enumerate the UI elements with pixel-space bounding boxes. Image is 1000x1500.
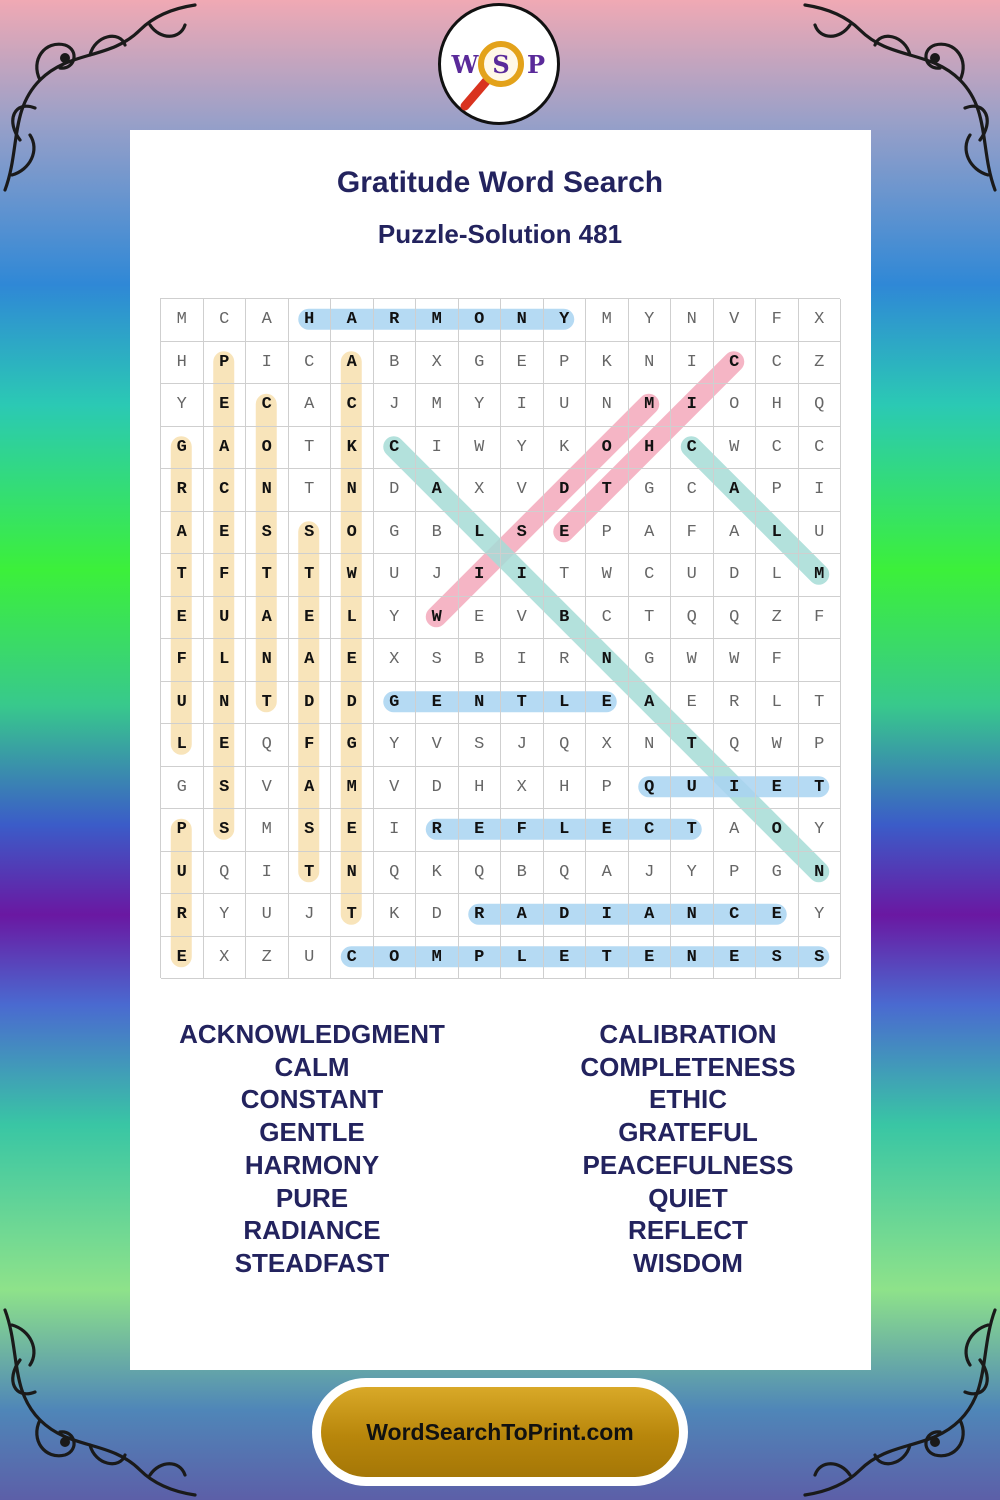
grid-cell: W <box>586 554 629 597</box>
grid-cell: Y <box>799 809 842 852</box>
grid-cell: C <box>671 469 714 512</box>
grid-cell: O <box>714 384 757 427</box>
grid-cell: M <box>416 299 459 342</box>
grid-cell: G <box>629 639 672 682</box>
grid-cell: S <box>501 512 544 555</box>
grid-cell: Y <box>799 894 842 937</box>
grid-cell: I <box>586 894 629 937</box>
grid-cell: U <box>799 512 842 555</box>
grid-cell: P <box>161 809 204 852</box>
grid-cell: F <box>501 809 544 852</box>
grid-cell: E <box>459 809 502 852</box>
grid-cell: W <box>671 639 714 682</box>
page-subtitle: Puzzle-Solution 481 <box>377 219 623 249</box>
grid-cell: F <box>756 639 799 682</box>
grid-cell: L <box>756 512 799 555</box>
word-list-item: CALIBRATION <box>599 1019 777 1049</box>
grid-cell: I <box>671 384 714 427</box>
grid-cell: T <box>331 894 374 937</box>
word-list-item: CONSTANT <box>240 1084 384 1115</box>
grid-cell: U <box>204 597 247 640</box>
grid-cell: G <box>161 427 204 470</box>
grid-cell <box>799 639 842 682</box>
grid-cell: Z <box>799 342 842 385</box>
grid-cell: Q <box>544 852 587 895</box>
grid-cell: T <box>671 809 714 852</box>
grid-cell: N <box>629 342 672 385</box>
grid-cell: N <box>799 852 842 895</box>
grid-cell: L <box>161 724 204 767</box>
grid-cell: V <box>246 767 289 810</box>
grid-cell: E <box>161 597 204 640</box>
grid-cell: D <box>331 682 374 725</box>
grid-cell: S <box>459 724 502 767</box>
grid-cell: D <box>416 894 459 937</box>
grid-cell: N <box>246 469 289 512</box>
grid-cell: L <box>756 682 799 725</box>
grid-cell: T <box>289 427 332 470</box>
grid-cell: O <box>756 809 799 852</box>
grid-cell: U <box>374 554 417 597</box>
grid-cell: M <box>586 299 629 342</box>
grid-cell: Y <box>501 427 544 470</box>
grid-cell: K <box>374 894 417 937</box>
grid-cell: J <box>629 852 672 895</box>
grid-cell: C <box>756 427 799 470</box>
grid-cell: I <box>714 767 757 810</box>
grid-cell: A <box>629 894 672 937</box>
grid-cell: C <box>246 384 289 427</box>
grid-cell: B <box>416 512 459 555</box>
grid-cell: L <box>204 639 247 682</box>
grid-cell: Y <box>459 384 502 427</box>
grid-cell: M <box>799 554 842 597</box>
grid-cell: K <box>331 427 374 470</box>
grid-cell: T <box>501 682 544 725</box>
grid-cell: I <box>416 427 459 470</box>
grid-cell: A <box>586 852 629 895</box>
grid-cell: H <box>289 299 332 342</box>
grid-cell: E <box>671 682 714 725</box>
grid-cell: X <box>374 639 417 682</box>
grid-cell: V <box>416 724 459 767</box>
grid-cell: P <box>459 937 502 980</box>
word-list-item: CALM <box>274 1051 350 1082</box>
grid-cell: U <box>544 384 587 427</box>
grid-cell: E <box>161 937 204 980</box>
grid-cell: K <box>544 427 587 470</box>
grid-cell: M <box>331 767 374 810</box>
grid-cell: Y <box>161 384 204 427</box>
grid-cell: I <box>501 384 544 427</box>
grid-cell: Q <box>204 852 247 895</box>
grid-cell: E <box>714 937 757 980</box>
grid-cell: S <box>246 512 289 555</box>
grid-cell: W <box>459 427 502 470</box>
grid-cell: T <box>246 682 289 725</box>
grid-cell: H <box>756 384 799 427</box>
grid-cell: C <box>204 299 247 342</box>
grid-cell: C <box>714 342 757 385</box>
grid-cell: O <box>374 937 417 980</box>
grid-cell: F <box>756 299 799 342</box>
grid-cell: S <box>204 809 247 852</box>
grid-cell: T <box>671 724 714 767</box>
grid-cell: J <box>416 554 459 597</box>
grid-cell: C <box>629 554 672 597</box>
grid-cell: E <box>629 937 672 980</box>
word-list-item: STEADFAST <box>234 1247 390 1278</box>
grid-cell: X <box>416 342 459 385</box>
word-list-item: PEACEFULNESS <box>582 1149 794 1180</box>
grid-cell: E <box>331 639 374 682</box>
grid-cell: D <box>714 554 757 597</box>
grid-cell: G <box>756 852 799 895</box>
grid-cell: Q <box>374 852 417 895</box>
grid-cell: N <box>246 639 289 682</box>
grid-cell: A <box>714 512 757 555</box>
grid-cell: E <box>756 894 799 937</box>
grid-cell: G <box>459 342 502 385</box>
grid-cell: S <box>756 937 799 980</box>
grid-cell: H <box>544 767 587 810</box>
grid-cell: N <box>459 682 502 725</box>
grid-cell: N <box>331 469 374 512</box>
grid-cell: C <box>756 342 799 385</box>
grid-cell: U <box>246 894 289 937</box>
grid-cell: V <box>501 597 544 640</box>
grid-cell: I <box>671 342 714 385</box>
grid-cell: T <box>544 554 587 597</box>
grid-cell: K <box>586 342 629 385</box>
grid-cell: F <box>161 639 204 682</box>
grid-cell: J <box>289 894 332 937</box>
grid-cell: K <box>416 852 459 895</box>
grid-cell: Q <box>246 724 289 767</box>
letter-grid <box>160 298 840 978</box>
grid-cell: Q <box>714 724 757 767</box>
grid-cell: N <box>331 852 374 895</box>
grid-cell: E <box>586 809 629 852</box>
grid-cell: A <box>416 469 459 512</box>
grid-cell: A <box>331 342 374 385</box>
grid-cell: G <box>629 469 672 512</box>
grid-cell: N <box>671 894 714 937</box>
grid-cell: W <box>756 724 799 767</box>
grid-cell: R <box>459 894 502 937</box>
grid-cell: J <box>374 384 417 427</box>
grid-cell: T <box>289 469 332 512</box>
word-list-item: COMPLETENESS <box>580 1051 796 1082</box>
grid-cell: A <box>501 894 544 937</box>
grid-cell: D <box>289 682 332 725</box>
grid-cell: Y <box>374 724 417 767</box>
grid-cell: N <box>204 682 247 725</box>
grid-cell: E <box>544 937 587 980</box>
grid-cell: S <box>416 639 459 682</box>
grid-cell: C <box>671 427 714 470</box>
grid-cell: C <box>331 384 374 427</box>
grid-cell: I <box>459 554 502 597</box>
grid-cell: M <box>416 937 459 980</box>
grid-cell: A <box>714 469 757 512</box>
grid-cell: R <box>374 299 417 342</box>
grid-cell: Q <box>459 852 502 895</box>
grid-cell: N <box>586 384 629 427</box>
grid-cell: T <box>246 554 289 597</box>
grid-cell: E <box>756 767 799 810</box>
grid-cell: F <box>289 724 332 767</box>
grid-cell: O <box>331 512 374 555</box>
grid-cell: V <box>501 469 544 512</box>
website-button-label: WordSearchToPrint.com <box>321 1387 679 1477</box>
grid-cell: I <box>246 852 289 895</box>
grid-cell: A <box>714 809 757 852</box>
grid-cell: E <box>331 809 374 852</box>
grid-cell: H <box>629 427 672 470</box>
grid-cell: T <box>586 937 629 980</box>
grid-cell: Y <box>544 299 587 342</box>
word-list-item: HARMONY <box>244 1149 380 1180</box>
grid-cell: B <box>544 597 587 640</box>
grid-cell: N <box>501 299 544 342</box>
grid-cell: B <box>374 342 417 385</box>
grid-cell: E <box>416 682 459 725</box>
grid-cell: Y <box>629 299 672 342</box>
grid-cell: L <box>331 597 374 640</box>
grid-cell: A <box>629 682 672 725</box>
grid-cell: C <box>799 427 842 470</box>
grid-cell: W <box>714 427 757 470</box>
grid-cell: T <box>161 554 204 597</box>
grid-cell: P <box>586 767 629 810</box>
grid-cell: X <box>501 767 544 810</box>
page-title: Gratitude Word Search <box>336 166 664 199</box>
word-list-item: RADIANCE <box>243 1215 381 1246</box>
grid-cell: A <box>289 767 332 810</box>
grid-cell: N <box>586 639 629 682</box>
grid-cell: N <box>671 937 714 980</box>
grid-cell: W <box>714 639 757 682</box>
grid-cell: T <box>289 852 332 895</box>
grid-cell: U <box>671 767 714 810</box>
grid-cell: A <box>204 427 247 470</box>
grid-cell: L <box>459 512 502 555</box>
grid-cell: T <box>799 682 842 725</box>
grid-cell: T <box>586 469 629 512</box>
logo-letter-w: W <box>451 50 479 79</box>
grid-cell: B <box>459 639 502 682</box>
grid-cell: S <box>204 767 247 810</box>
word-list-item: ACKNOWLEDGMENT <box>179 1019 445 1049</box>
grid-cell: C <box>714 894 757 937</box>
grid-cell: I <box>501 639 544 682</box>
grid-cell: Q <box>671 597 714 640</box>
grid-cell: J <box>501 724 544 767</box>
grid-cell: O <box>246 427 289 470</box>
grid-cell: E <box>289 597 332 640</box>
grid-cell: R <box>161 469 204 512</box>
grid-cell: V <box>374 767 417 810</box>
grid-cell: C <box>374 427 417 470</box>
grid-cell: C <box>586 597 629 640</box>
grid-cell: R <box>416 809 459 852</box>
grid-cell: T <box>289 554 332 597</box>
grid-cell: C <box>289 342 332 385</box>
grid-cell: X <box>204 937 247 980</box>
word-list-item: REFLECT <box>628 1215 748 1246</box>
grid-cell: E <box>459 597 502 640</box>
grid-cell: P <box>714 852 757 895</box>
grid-cell: I <box>501 554 544 597</box>
grid-cell: D <box>544 469 587 512</box>
grid-cell: U <box>161 682 204 725</box>
grid-cell: M <box>416 384 459 427</box>
grid-cell: S <box>289 809 332 852</box>
grid-cell: D <box>416 767 459 810</box>
grid-cell: G <box>161 767 204 810</box>
grid-cell: O <box>459 299 502 342</box>
grid-cell: D <box>544 894 587 937</box>
site-logo[interactable] <box>438 3 560 125</box>
word-list-item: GRATEFUL <box>618 1117 758 1148</box>
grid-cell: P <box>204 342 247 385</box>
word-list-item: GENTLE <box>259 1117 365 1148</box>
grid-cell: T <box>629 597 672 640</box>
grid-cell: B <box>501 852 544 895</box>
grid-cell: Z <box>756 597 799 640</box>
website-button[interactable] <box>312 1378 688 1486</box>
grid-cell: A <box>331 299 374 342</box>
grid-cell: X <box>586 724 629 767</box>
word-list-right <box>528 1018 848 1280</box>
grid-cell: Q <box>714 597 757 640</box>
grid-cell: A <box>246 597 289 640</box>
grid-cell: A <box>629 512 672 555</box>
grid-cell: P <box>544 342 587 385</box>
grid-cell: W <box>416 597 459 640</box>
grid-cell: C <box>629 809 672 852</box>
logo-letter-p: P <box>526 50 546 79</box>
grid-cell: F <box>799 597 842 640</box>
grid-cell: Y <box>374 597 417 640</box>
grid-cell: A <box>289 639 332 682</box>
grid-cell: W <box>331 554 374 597</box>
grid-cell: X <box>799 299 842 342</box>
word-list-item: ETHIC <box>649 1084 727 1115</box>
grid-cell: M <box>246 809 289 852</box>
grid-cell: H <box>161 342 204 385</box>
grid-cell: F <box>204 554 247 597</box>
grid-cell: G <box>374 682 417 725</box>
grid-cell: U <box>161 852 204 895</box>
grid-cell: P <box>586 512 629 555</box>
logo-letter-s: S <box>492 50 510 79</box>
grid-cell: N <box>671 299 714 342</box>
grid-cell: R <box>161 894 204 937</box>
grid-cell: E <box>501 342 544 385</box>
grid-cell: I <box>246 342 289 385</box>
grid-cell: D <box>374 469 417 512</box>
grid-cell: Z <box>246 937 289 980</box>
grid-cell: Y <box>204 894 247 937</box>
grid-cell: E <box>204 724 247 767</box>
grid-cell: S <box>289 512 332 555</box>
word-list-item: QUIET <box>648 1182 728 1213</box>
grid-cell: O <box>586 427 629 470</box>
grid-cell: M <box>629 384 672 427</box>
grid-cell: A <box>161 512 204 555</box>
grid-cell: L <box>756 554 799 597</box>
grid-cell: L <box>544 809 587 852</box>
grid-cell: P <box>799 724 842 767</box>
grid-cell: E <box>204 512 247 555</box>
grid-cell: G <box>331 724 374 767</box>
magnifier-icon <box>441 6 557 122</box>
grid-cell: E <box>586 682 629 725</box>
grid-cell: Q <box>544 724 587 767</box>
grid-cell: U <box>289 937 332 980</box>
grid-cell: H <box>459 767 502 810</box>
grid-cell: M <box>161 299 204 342</box>
grid-cell: A <box>246 299 289 342</box>
grid-cell: R <box>714 682 757 725</box>
grid-cell: P <box>756 469 799 512</box>
grid-cell: S <box>799 937 842 980</box>
grid-cell: Q <box>629 767 672 810</box>
grid-cell: T <box>799 767 842 810</box>
word-list-item: WISDOM <box>633 1247 743 1278</box>
grid-cell: X <box>459 469 502 512</box>
grid-cell: L <box>544 682 587 725</box>
grid-cell: A <box>289 384 332 427</box>
word-list-item: PURE <box>275 1182 349 1213</box>
grid-cell: Y <box>671 852 714 895</box>
grid-cell: U <box>671 554 714 597</box>
word-list-left <box>152 1018 472 1280</box>
grid-cell: R <box>544 639 587 682</box>
grid-cell: V <box>714 299 757 342</box>
grid-cell: E <box>544 512 587 555</box>
grid-cell: C <box>331 937 374 980</box>
grid-cell: I <box>374 809 417 852</box>
grid-cell: F <box>671 512 714 555</box>
grid-cell: I <box>799 469 842 512</box>
grid-cell: L <box>501 937 544 980</box>
grid-cell: E <box>204 384 247 427</box>
grid-cell: C <box>204 469 247 512</box>
grid-cell: Q <box>799 384 842 427</box>
grid-cell: G <box>374 512 417 555</box>
grid-cell: N <box>629 724 672 767</box>
